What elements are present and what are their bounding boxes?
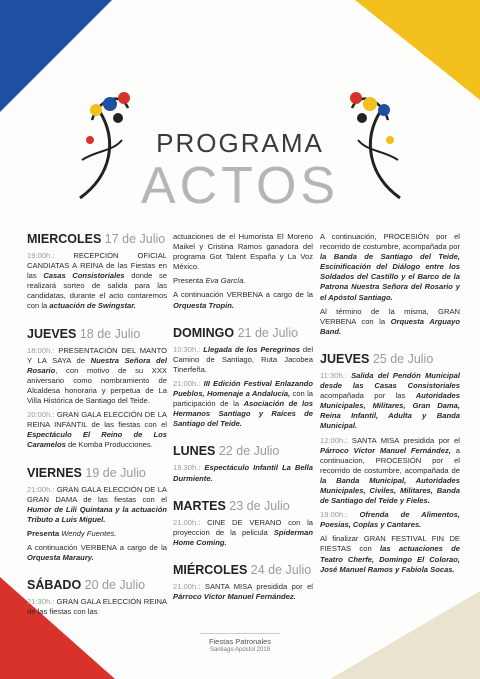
event-sabado-20-2: Presenta Eva García. [173,276,246,286]
event-sabado-20-3: A continuación VERBENA a cargo de la Orquesta Tropin. [173,290,313,310]
day-heading-lunes-22: LUNES 22 de Julio [173,444,280,459]
event-viernes-19-1: 21:00h.: GRAN GALA ELECCIÓN DE LA GRAN DAMA de las fiestas con el Humor de Lili Quintana y la actuación Tributo a Luis Miguel. [27,484,167,524]
event-viernes-19-2: Presenta Wendy Fuentes. [27,528,117,538]
title-actos: ACTOS [140,157,340,215]
day-heading-sabado-20: SÁBADO 20 de Julio [27,578,146,593]
event-jueves-18-2: 20:00h.: GRAN GALA ELECCIÓN DE LA REINA INFANTIL de las fiestas con el Espectáculo El Reino de Los Caramelos de Komba Producciones. [27,410,167,450]
footer-fiestas-patronales: Fiestas Patronales [208,637,272,646]
column-3 [320,232,460,579]
day-heading-miercoles-17: MIERCOLES 17 de Julio [27,232,166,246]
event-domingo-21-1: 10:30h.: Llegada de los Peregrinos del Camino de Santiago, Ruta Jacobea Tinerfeña. [173,344,314,374]
event-domingo-21-2: 21:00h.: III Edición Festival Enlazando Pueblos, Homenaje a Andalucía, con la participación de la Asociación de los Hermanos Santiago y Raíces de Santiago del Teide. [173,378,313,429]
day-heading-jueves-25: JUEVES 25 de Julio [320,351,434,366]
column-2 [173,232,313,606]
event-jueves-18-1: 18:00h.: PRESENTACIÓN DEL MANTO Y LA SAYA de Nuestra Señora del Rosario, con motivo de su XXX aniversario como nombramiento de Alcaldesa honoraria y perpetua de La Villa Histórica de Santiago del Teide. [27,345,167,406]
event-miercoles-24-1: 21.00h.: SANTA MISA presidida por el Párroco Víctor Manuel Fernández. [173,581,313,601]
footer-divider [200,633,280,634]
event-martes-23-1: 21.00h.: CINE DE VERANO con la proyeccion de la pelicula Spiderman Home Coming. [173,517,313,547]
event-jueves-25-2: 12:00h.: SANTA MISA presidida por el Párroco Víctor Manuel Fernández, a continuacion, PROCESIÓN por el recorrido de costumbre, acompañada de la Banda Municipal, Autoridades Municipales, Civiles, Militares, Banda de Santiago del Teide y Fieles. [320,435,461,506]
event-jueves-25-1: 11:30h.: Salida del Pendón Municipal desde las Casas Consistoriales acompañada por las Autoridades Municipales, Militares, Gran Dama, Reina Infantil, Adulta y Banda Municipal. [320,370,460,431]
footer-santiago-apostol: Santiago Apóstol 2019 [209,647,271,653]
event-lunes-22-1: 19.30h.: Espectáculo Infantil La Bella Durmiente. [173,463,313,483]
event-viernes-19-3: A continuación VERBENA a cargo de la Orquesta Maraury. [27,542,167,563]
title-block [0,128,480,214]
day-heading-miercoles-24: MIÉRCOLES 24 de Julio [173,562,312,577]
day-heading-jueves-18: JUEVES 18 de Julio [27,326,141,341]
footer [0,633,480,654]
column-1 [27,232,167,621]
event-jueves-25-3: 19.00h.: Ofrenda de Alimentos, Poesias, Coplas y Cantares. [320,510,460,530]
day-heading-domingo-21: DOMINGO 21 de Julio [173,325,299,340]
event-miercoles-17-1: 19:00h.: RECEPCIÓN OFICIAL CANDIATAS A REINA de las Fiestas en las Casas Consistoriales donde se realizará sorteo de salida para las candidatas, durante el acto contaremos con la actuación de Swingstar. [27,251,167,311]
event-jueves-25-4: Al finalizar GRAN FESTIVAL FIN DE FIESTAS con las actuaciones de Teatro Cherfe, Domingo El Colorao, José Manuel Ramos y Fabiola Socas. [320,534,460,574]
title-programa: PROGRAMA [156,128,324,158]
day-heading-martes-23: MARTES 23 de Julio [173,498,290,513]
event-miercoles-24-3: Al término de la misma, GRAN VERBENA con la Orquesta Arguayo Band. [320,306,461,336]
day-heading-viernes-19: VIERNES 19 de Julio [27,465,146,480]
event-sabado-20-1b: actuaciones de el Humorista El Moreno Maikel y Cristina Ramos ganadora del programa Got Talent España y La Voz México. [173,232,313,272]
event-miercoles-24-2: A continuación, PROCESIÓN por el recorrido de costumbre, acompañada por la Banda de Santiago del Teide, Escinificación del Diálogo entre los Soldados del Castillo y el Barco de la Patrona Nuestra Señora del Rosario y el Apóstol Santiago. [320,232,460,302]
event-sabado-20-1a: 21:30h.: GRAN GALA ELECCIÓN REINA de las fiestas con las [27,597,167,617]
